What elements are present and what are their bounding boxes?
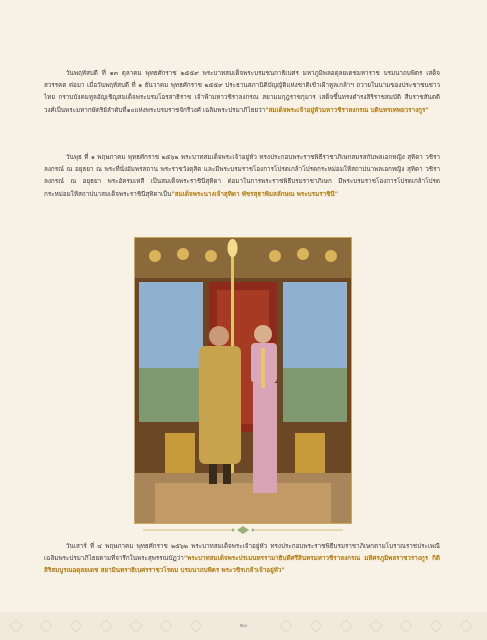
queen-title-highlight: "สมเด็จพระนางเจ้าสุทิดา พัชรสุธาพิมลลักษณ พระบรมราชินี"	[171, 190, 338, 198]
paragraph-marriage-text: วันพุธ ที่ ๑ พฤษภาคม พุทธศักราช ๒๕๖๒ พระบาทสมเด็จพระเจ้าอยู่หัว ทรงประกอบพระราชพิธีราชาภิเษกสมรสกับพลเอกหญิง สุทิดา วชิราลงกรณ์ ณ อยุธยา ณ พระที่นั่งอัมพรสถาน พระราชวังดุสิต และมีพระบรมราชโองการโปรดเกล้าโปรดกระหม่อมให้สถาปนาพลเอกหญิง สุทิดา วชิราลงกรณ์ ณ อยุธยา พระอัครมเหสี เป็นสมเด็จพระราชินีสุทิดา ต่อมาในการพระราชพิธีบรมราชาภิเษก มีพระบรมราชโองการโปรดเกล้าโปรดกระหม่อมให้สถาปนาสมเด็จพระราชินีสุทิดาเป็น	[44, 154, 440, 198]
royal-portrait-photo	[134, 237, 352, 524]
paragraph-coronation-text: วันเสาร์ ที่ ๔ พฤษภาคม พุทธศักราช ๒๕๖๒ พระบาทสมเด็จพระเจ้าอยู่หัว ทรงประกอบพระราชพิธีบรมราชาภิเษกตามโบราณราชประเพณี เฉลิมพระปรมาภิไธยตามที่จารึกในพระสุพรรณบัฏว่า	[44, 543, 440, 563]
royal-title-highlight: "สมเด็จพระเจ้าอยู่หัวมหาวชิราลงกรณ บดินทรเทพยวรางกูร"	[265, 106, 429, 114]
paragraph-coronation	[44, 541, 440, 578]
page-number: ๒๐	[239, 622, 248, 629]
paragraph-accession-text: วันพฤหัสบดี ที่ ๑๓ ตุลาคม พุทธศักราช ๒๕๕๙ พระบาทสมเด็จพระบรมชนกาธิเบศร มหาภูมิพลอดุลยเดชมหาราช บรมนาถบพิตร เสด็จสวรรคต ต่อมา เมื่อวันพฤหัสบดี ที่ ๑ ธันวาคม พุทธศักราช ๒๕๕๙ ประธานสภานิติบัญญัติแห่งชาติเข้าเฝ้าทูลเกล้าฯ ถวายในนามของประชาชนชาวไทย กราบบังคมทูลอัญเชิญสมเด็จพระบรมโอรสาธิราช เจ้าฟ้ามหาวชิราลงกรณ สยามมกุฎราชกุมาร เสด็จขึ้นทรงดำรงสิริราชสมบัติ สืบราชสันตติวงศ์เป็นพระมหากษัตริย์ลำดับที่๑๐แห่งพระบรมราชจักรีวงศ์ เฉลิมพระปรมาภิไธยว่า	[44, 70, 440, 114]
king-title-highlight: "พระบาทสมเด็จพระปรเมนทรรามาธิบดีศรีสินทรมหาวชิราลงกรณ มหิศรภูมิพลราชวรางกูร กิติสิริสมบูรณอดุลยเดช สยามินทราธิเบศรราชวโรดม บรมนาถบพิตร พระวชิรเกล้าเจ้าอยู่หัว"	[44, 555, 440, 575]
ornamental-divider	[143, 525, 343, 535]
paragraph-marriage	[44, 152, 440, 201]
paragraph-accession	[44, 68, 440, 117]
